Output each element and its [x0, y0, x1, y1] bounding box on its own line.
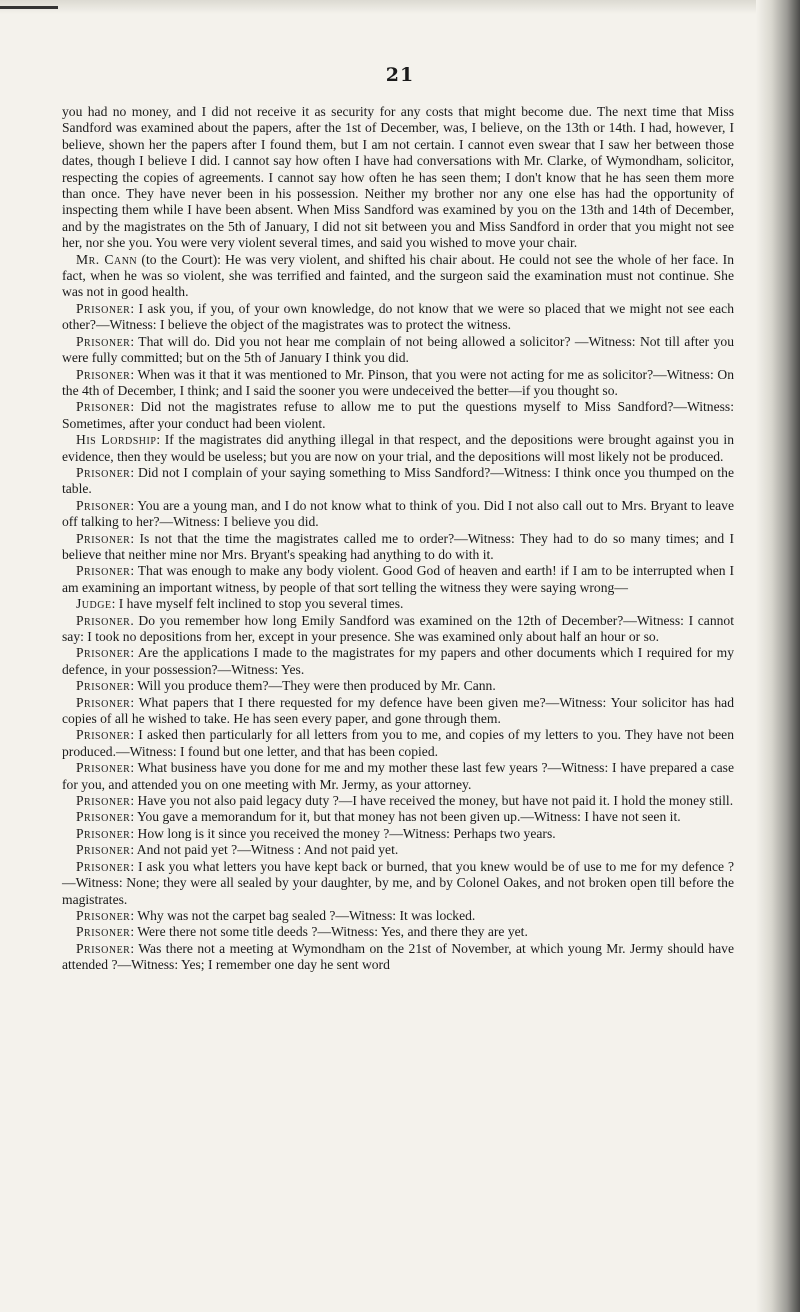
paragraph — [62, 465, 734, 498]
paragraph-text: : Why was not the carpet bag sealed ?—Witness: It was locked. — [130, 907, 476, 923]
speaker-label: Judge — [76, 596, 112, 612]
speaker-label: Prisoner — [76, 825, 131, 841]
paragraph-text: : I ask you, if you, of your own knowledge, do not know that we were so placed that we might not see each other?—Witness: I believe the object of the magistrates was to protect the witness. — [62, 300, 734, 333]
paragraph — [62, 252, 734, 301]
paragraph — [62, 842, 734, 858]
paragraph — [62, 432, 734, 465]
speaker-label: Prisoner — [76, 333, 131, 349]
paragraph — [62, 645, 734, 678]
paragraph — [62, 793, 734, 809]
paragraph — [62, 678, 734, 694]
book-spine-shadow — [756, 0, 800, 1312]
paragraph-text: : Did not I complain of your saying something to Miss Sandford?—Witness: I think once you thumped on the table. — [62, 464, 734, 497]
page-number: 21 — [385, 64, 415, 86]
body-text — [62, 104, 734, 974]
paragraph-text: : If the magistrates did anything illegal in that respect, and the depositions were brought against you in evidence, then they would be useless; but you are now on your trial, and the depositions will most likely not be produced. — [62, 432, 734, 464]
speaker-label: Prisoner — [76, 563, 131, 579]
paragraph-text: (to the Court): He was very violent, and shifted his chair about. He could not see the whole of her face. In fact, when he was so violent, she was terrified and fainted, and the surgeon said the examination must not continue. She was not in good health. — [62, 251, 734, 300]
paragraph — [62, 924, 734, 940]
paragraph — [62, 941, 734, 974]
top-edge-mark — [0, 6, 58, 9]
paragraph-text: : You are a young man, and I do not know what to think of you. Did I not also call out to Mrs. Bryant to leave off talking to her?—Witness: I believe you did. — [62, 497, 734, 530]
speaker-label: Prisoner — [76, 366, 131, 382]
speaker-label: Prisoner — [76, 940, 131, 956]
paragraph — [62, 613, 734, 646]
paragraph — [62, 809, 734, 825]
paragraph — [62, 826, 734, 842]
paragraph-text: : I ask you what letters you have kept back or burned, that you knew would be of use to me for my defence ?—Witness: None; they were all sealed by your daughter, by me, and by Colonel Oakes, and not broken open till before the magistrates. — [62, 858, 734, 907]
speaker-label: His Lordship — [76, 432, 157, 448]
speaker-label: Prisoner — [76, 300, 131, 316]
paragraph — [62, 596, 734, 612]
paragraph-text: : Are the applications I made to the magistrates for my papers and other documents which I required for my defence, in your possession?—Witness: Yes. — [62, 645, 734, 677]
speaker-label: Prisoner — [76, 645, 131, 661]
paragraph — [62, 531, 734, 564]
paragraph — [62, 695, 734, 728]
paragraph — [62, 399, 734, 432]
paragraph — [62, 301, 734, 334]
paragraph-text: : How long is it since you received the money ?—Witness: Perhaps two years. — [130, 825, 556, 841]
paragraph — [62, 727, 734, 760]
paragraph-text: . Do you remember how long Emily Sandford was examined on the 12th of December?—Witness: I cannot say: I took no depositions from her, except in your presence. She was examined only about half an hour or so. — [62, 612, 734, 644]
speaker-label: Prisoner — [76, 760, 131, 776]
paragraph-text: : Is not that the time the magistrates called me to order?—Witness: They had to do so many times; and I believe that neither mine nor Mrs. Bryant's speaking had anything to do with it. — [62, 530, 734, 562]
speaker-label: Prisoner — [76, 924, 131, 940]
paragraph — [62, 104, 734, 252]
speaker-label: Prisoner — [76, 399, 131, 415]
speaker-label: Prisoner — [76, 793, 131, 809]
paragraph-text: : What papers that I there requested for my defence have been given me?—Witness: Your solicitor has had copies of all he wished to take. He has seen every paper, and gone through them. — [62, 694, 734, 727]
paragraph — [62, 908, 734, 924]
speaker-label: Prisoner — [76, 530, 131, 546]
paragraph — [62, 367, 734, 400]
paragraph-text: : Will you produce them?—They were then produced by Mr. Cann. — [130, 678, 496, 694]
paragraph-text: : You gave a memorandum for it, but that money has not been given up.—Witness: I have not seen it. — [130, 809, 681, 825]
speaker-label: Prisoner — [76, 907, 131, 923]
paragraph-text: : I have myself felt inclined to stop you several times. — [111, 596, 404, 612]
paragraph — [62, 334, 734, 367]
paragraph-text: : Did not the magistrates refuse to allow me to put the questions myself to Miss Sandford?—Witness: Sometimes, after your conduct had been violent. — [62, 399, 734, 431]
speaker-label: Prisoner — [76, 497, 131, 513]
speaker-label: Prisoner — [76, 678, 131, 694]
paragraph-text: : That was enough to make any body violent. Good God of heaven and earth! if I am to be interrupted when I am examining an important witness, by people of that sort telling the witness they were saying wrong— — [62, 563, 734, 595]
paragraph — [62, 563, 734, 596]
speaker-label: Prisoner — [76, 858, 131, 874]
paragraph-text: : Were there not some title deeds ?—Witness: Yes, and there they are yet. — [130, 924, 528, 940]
paragraph — [62, 859, 734, 908]
paragraph-text: : Was there not a meeting at Wymondham on the 21st of November, at which young Mr. Jermy should have attended ?—Witness: Yes; I remember one day he sent word — [62, 940, 734, 973]
paragraph — [62, 498, 734, 531]
speaker-label: Prisoner — [76, 464, 131, 480]
speaker-label: Prisoner — [76, 694, 131, 710]
speaker-label: Prisoner — [76, 842, 131, 858]
speaker-label: Mr. Cann — [76, 251, 138, 267]
paragraph-text: : And not paid yet ?—Witness : And not paid yet. — [130, 842, 399, 858]
page-top-edge — [0, 0, 800, 14]
paragraph-text: : Have you not also paid legacy duty ?—I have received the money, but have not paid it. I hold the money still. — [130, 793, 734, 809]
paragraph-text: you had no money, and I did not receive it as security for any costs that might become due. The next time that Miss Sandford was examined about the papers, after the 1st of December, was, I believe, on the 13th or 14th. I had, however, I believe, shown her the papers after I found them, but I am not certain. I cannot even swear that I saw her between those dates, though I believe I did. I cannot say how often I have had conversations with Mr. Clarke, of Wymondham, solicitor, respecting the copies of agreements. I cannot say how often he has seen them; I don't know that he has seen them more than once. They have never been in his possession. Neither my brother nor any one else has had the opportunity of inspecting them while I have been absent. When Miss Sandford was examined by you on the 13th and 14th of December, and by the magistrates on the 5th of January, I did not sit between you and Miss Sandford in order that you might not see her, nor she you. You were very violent several times, and said you wished to move your chair. — [62, 104, 734, 251]
speaker-label: Prisoner — [76, 727, 131, 743]
paragraph-text: : I asked then particularly for all letters from you to me, and copies of my letters to you. They have not been produced.—Witness: I found but one letter, and that has been copied. — [62, 727, 734, 759]
paragraph-text: : What business have you done for me and my mother these last few years ?—Witness: I have prepared a case for you, and attended you on one meeting with Mr. Jermy, as your attorney. — [62, 760, 734, 792]
speaker-label: Prisoner — [76, 612, 131, 628]
paragraph-text: : That will do. Did you not hear me complain of not being allowed a solicitor? —Witness: Not till after you were fully committed; but on the 5th of January I think you did. — [62, 333, 734, 366]
paragraph-text: : When was it that it was mentioned to Mr. Pinson, that you were not acting for me as solicitor?—Witness: On the 4th of December, I think; and I said the sooner you were undeceived the better—if you thought so. — [62, 366, 734, 398]
paragraph — [62, 760, 734, 793]
speaker-label: Prisoner — [76, 809, 131, 825]
